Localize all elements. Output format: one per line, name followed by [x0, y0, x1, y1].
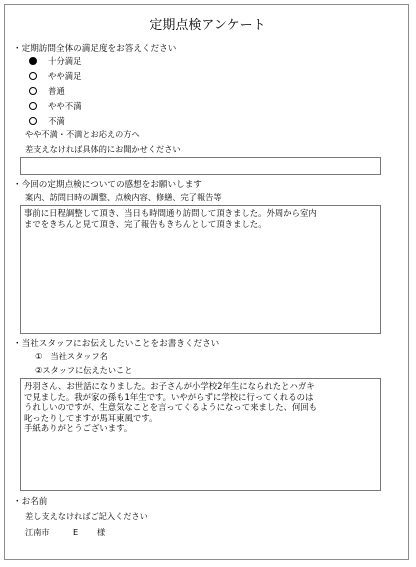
- q4-sublabel: 差し支えなければご記入ください: [25, 511, 148, 521]
- q2-sublabel: 案内、訪問日時の調整、点検内容、修繕、完了報告等: [25, 192, 222, 202]
- q3-answer-field[interactable]: [20, 378, 381, 491]
- answer-line: うれしいのですが、生意気なことを言ってくるようになって来ました、何回も: [24, 402, 318, 413]
- q1-followup-answer-field[interactable]: [20, 157, 381, 175]
- option-label: やや不満: [48, 101, 82, 111]
- q3-item-staff-name: ① 当社スタッフ名: [35, 351, 108, 361]
- option-label: 普通: [48, 86, 65, 96]
- name-initial: E: [73, 527, 79, 537]
- q2-label: ・今回の定期点検についての感想をお願いします: [13, 180, 202, 190]
- radio-button[interactable]: [29, 102, 37, 110]
- q3-item-message: ②スタッフに伝えたいこと: [35, 365, 133, 375]
- radio-button[interactable]: [29, 72, 37, 80]
- survey-form: [4, 4, 409, 560]
- answer-line: までをきちんと見て頂き、完了報告もきちんとして頂きました。: [24, 218, 267, 229]
- option-label: 十分満足: [48, 56, 82, 66]
- q3-label: ・当社スタッフにお伝えしたいことをお書きください: [13, 339, 220, 349]
- answer-line: 丹羽さん、お世話になりました。お子さんが小学校2年生になられたとハガキ: [24, 381, 315, 391]
- answer-line: 手紙ありがとうございます。: [24, 423, 133, 434]
- name-honorific: 様: [97, 527, 106, 537]
- q2-answer-field[interactable]: [20, 205, 381, 334]
- option-label: 不満: [48, 116, 65, 126]
- option-label: やや満足: [48, 71, 82, 81]
- radio-button[interactable]: [29, 87, 37, 95]
- q1-followup-instruction: 差支えなければ具体的にお聞かせください: [25, 144, 181, 154]
- answer-line: 叱ったりしてますが馬耳東風です。: [24, 412, 158, 423]
- answer-line: 事前に日程調整して頂き、当日も時間通り訪問して頂きました。外周から室内: [24, 208, 317, 218]
- radio-button[interactable]: [29, 117, 37, 125]
- form-title: 定期点検アンケート: [149, 18, 266, 33]
- answer-line: で見ました。我が家の孫も1年生です。いやがらずに学校に行ってくれるのは: [24, 391, 314, 402]
- name-city: 江南市: [25, 527, 50, 537]
- q4-label: ・お名前: [13, 497, 48, 507]
- radio-button-selected[interactable]: [29, 57, 37, 65]
- q1-followup-note: やや不満・不満とお応えの方へ: [25, 129, 140, 139]
- q1-label: ・定期訪問全体の満足度をお答えください: [13, 44, 177, 54]
